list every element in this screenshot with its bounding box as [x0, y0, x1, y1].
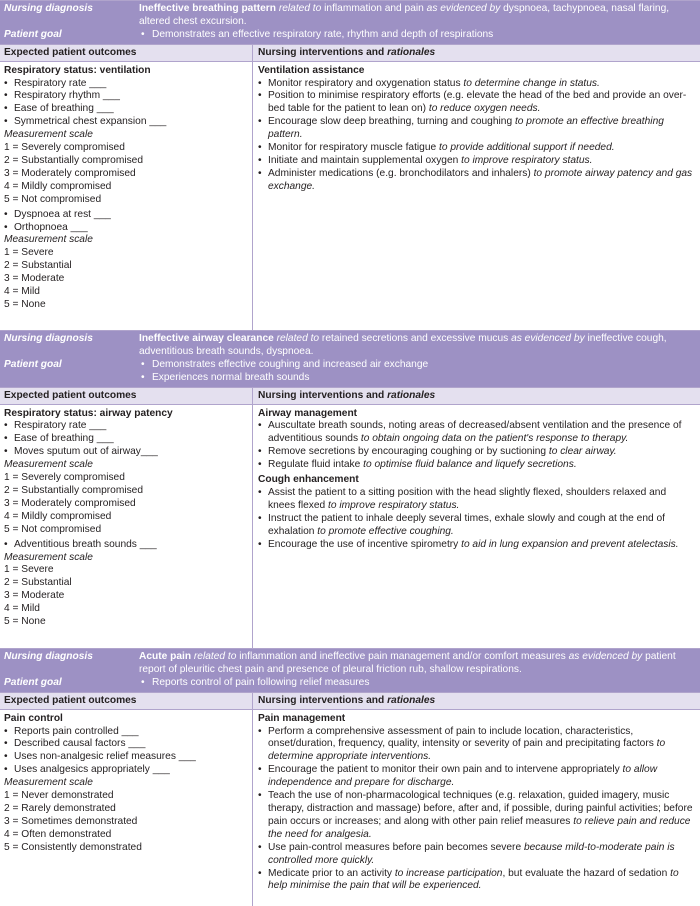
outcome-indicator — [4, 420, 248, 433]
intervention-group-title: Airway management — [258, 407, 358, 419]
intervention-item — [258, 116, 694, 142]
outcome-indicator-text: Described causal factors ___ — [14, 738, 146, 750]
intervention-rationale: to increase participation — [394, 867, 503, 879]
outcome-indicator — [4, 726, 248, 739]
outcome-indicator-text: Orthopnoea ___ — [14, 221, 88, 233]
intervention-text — [268, 726, 694, 765]
intervention-text — [268, 420, 694, 446]
nursing-diagnosis-row — [0, 1, 700, 29]
evidenced-by: as evidenced by — [565, 651, 643, 662]
patient-goal-item — [139, 372, 692, 385]
bullet-icon: • — [4, 538, 8, 550]
interventions-header — [253, 388, 700, 404]
intervention-rationale: to clear airway. — [548, 446, 617, 458]
intervention-item — [258, 155, 694, 168]
intervention-rationale: to help minimise the pain that will be experienced. — [268, 867, 679, 892]
related-to: related to — [273, 333, 320, 344]
bullet-icon: • — [258, 512, 262, 524]
intervention-item — [258, 726, 694, 765]
outcome-indicator-text: Uses non-analgesic relief measures ___ — [14, 751, 196, 763]
bullet-icon: • — [258, 725, 262, 737]
intervention-text — [268, 168, 694, 194]
measurement-scale-title: Measurement scale — [4, 777, 93, 789]
bullet-icon: • — [4, 77, 8, 89]
intervention-rationale: to provide additional support if needed. — [439, 142, 615, 154]
bullet-icon: • — [141, 28, 145, 40]
outcome-indicator — [4, 433, 248, 446]
patient-goal-row — [0, 677, 700, 692]
measurement-scale-value: 2 = Substantially compromised — [4, 484, 144, 496]
intervention-text — [268, 868, 694, 894]
intervention-rationale: to optimise fluid balance and liquefy secretions. — [363, 459, 577, 471]
diagnosis-cause: inflammation and ineffective pain management and/or comfort measures — [236, 651, 566, 662]
intervention-item — [258, 513, 694, 539]
intervention-rationale: to reduce oxygen needs. — [428, 103, 541, 115]
outcome-indicator — [4, 103, 248, 116]
intervention-rationale: to aid in lung expansion and prevent atelectasis. — [461, 538, 679, 550]
intervention-action: Perform a comprehensive assessment of pain to include location, characteristics, onset/duration, frequency, quality, intensity or severity of pain and precipitating factors — [268, 725, 657, 750]
bullet-icon: • — [258, 154, 262, 166]
outcome-indicator — [4, 539, 248, 552]
intervention-text — [268, 459, 694, 472]
rationales-label: rationales — [387, 694, 436, 706]
section-body — [0, 62, 700, 330]
intervention-action: Use pain-control measures before pain becomes severe — [268, 841, 524, 853]
expected-outcomes-header: Expected patient outcomes — [0, 45, 253, 61]
bullet-icon: • — [258, 867, 262, 879]
intervention-text — [268, 142, 694, 155]
diagnosis-band — [0, 649, 700, 692]
measurement-scale-value: 5 = None — [4, 616, 46, 628]
bullet-icon: • — [4, 738, 8, 750]
nursing-diagnosis-row — [0, 649, 700, 677]
measurement-scale-title: Measurement scale — [4, 551, 93, 563]
intervention-rationale: to improve respiratory status. — [461, 154, 593, 166]
intervention-text — [268, 78, 694, 91]
intervention-rationale: to relieve pain and reduce the need for analgesia. — [268, 815, 691, 840]
outcome-indicator-text: Symmetrical chest expansion ___ — [14, 116, 167, 128]
bullet-icon: • — [4, 208, 8, 220]
outcome-indicator-text: Adventitious breath sounds ___ — [14, 538, 157, 550]
patient-goal-item — [139, 29, 692, 42]
column-headers — [0, 387, 700, 405]
intervention-item — [258, 842, 694, 868]
diagnosis-title: Acute pain — [139, 651, 192, 662]
intervention-rationale: to determine change in status. — [463, 77, 600, 89]
related-to: related to — [276, 3, 322, 14]
measurement-scale-value: 1 = Severely compromised — [4, 472, 125, 484]
measurement-scale-value: 3 = Moderate — [4, 273, 65, 285]
bullet-icon: • — [258, 486, 262, 498]
intervention-action: Teach the use of non-pharmacological techniques (e.g. relaxation, guided imagery, music therapy, distraction and massage) before, after and, if possible, during painful activities; before pain occurs or increases; and along with other pain relief measures — [268, 790, 693, 827]
intervention-text — [268, 487, 694, 513]
bullet-icon: • — [4, 116, 8, 128]
diagnosis-evidence: ineffective cough, adventitious breath sounds, dyspnoea. — [139, 333, 667, 357]
measurement-scale-value: 2 = Rarely demonstrated — [4, 802, 116, 814]
intervention-rationale: to promote an effective breathing pattern. — [268, 116, 664, 141]
outcome-indicator — [4, 116, 248, 129]
intervention-text — [268, 90, 694, 116]
intervention-action: Encourage slow deep breathing, turning and coughing — [268, 116, 515, 128]
intervention-action: Administer medications (e.g. bronchodilators and inhalers) — [268, 167, 534, 179]
intervention-rationale: to promote effective coughing. — [317, 525, 454, 537]
bullet-icon: • — [4, 446, 8, 458]
intervention-action: Regulate fluid intake — [268, 459, 364, 471]
intervention-item — [258, 487, 694, 513]
intervention-action: , but evaluate the hazard of sedation — [502, 867, 671, 879]
outcome-indicator-text: Uses analgesics appropriately ___ — [14, 764, 170, 776]
interventions-header — [253, 45, 700, 61]
intervention-item — [258, 868, 694, 894]
interventions-label: Nursing interventions and — [258, 389, 388, 401]
bullet-icon: • — [258, 77, 262, 89]
outcome-indicator — [4, 78, 248, 91]
measurement-scale-value: 1 = Severe — [4, 247, 54, 259]
patient-goal-label: Patient goal — [4, 28, 62, 40]
measurement-scale-title: Measurement scale — [4, 129, 93, 141]
care-plan-section — [0, 1, 700, 331]
intervention-group-title: Pain management — [258, 712, 346, 724]
nursing-diagnosis-text — [139, 3, 700, 29]
bullet-icon: • — [258, 446, 262, 458]
intervention-text — [268, 790, 694, 842]
outcome-indicator — [4, 764, 248, 777]
intervention-action: Initiate and maintain supplemental oxygen — [268, 154, 462, 166]
nursing-diagnosis-label: Nursing diagnosis — [4, 3, 93, 14]
intervention-group-title: Ventilation assistance — [258, 64, 365, 76]
bullet-icon: • — [258, 538, 262, 550]
outcome-indicator-text: Ease of breathing ___ — [14, 433, 114, 445]
intervention-text — [268, 842, 694, 868]
bullet-icon: • — [4, 221, 8, 233]
outcome-indicator-text: Ease of breathing ___ — [14, 103, 114, 115]
outcome-indicator — [4, 222, 248, 235]
intervention-item — [258, 168, 694, 194]
patient-goal-item — [139, 359, 692, 372]
intervention-action: Position to minimise respiratory efforts (e.g. elevate the head of the bed and provide an over-bed table for the patient to lean on) — [268, 90, 687, 115]
interventions-label: Nursing interventions and — [258, 694, 388, 706]
intervention-action: Remove secretions by encouraging coughing or by suctioning — [268, 446, 549, 458]
intervention-item — [258, 790, 694, 842]
care-plan-section — [0, 649, 700, 906]
expected-outcomes-header: Expected patient outcomes — [0, 693, 253, 709]
intervention-text — [268, 116, 694, 142]
care-plan-section — [0, 331, 700, 649]
bullet-icon: • — [4, 764, 8, 776]
patient-goal-item — [139, 677, 692, 690]
bullet-icon: • — [258, 764, 262, 776]
section-body — [0, 710, 700, 906]
patient-goal-text: Demonstrates effective coughing and increased air exchange — [152, 358, 429, 370]
interventions-column — [253, 62, 700, 330]
outcome-indicator-text: Reports pain controlled ___ — [14, 725, 139, 737]
bullet-icon: • — [4, 103, 8, 115]
measurement-scale-value: 2 = Substantial — [4, 260, 72, 272]
bullet-icon: • — [141, 676, 145, 688]
nursing-diagnosis-label: Nursing diagnosis — [4, 333, 93, 344]
diagnosis-evidence: dyspnoea, tachypnoea, nasal flaring, altered chest excursion. — [139, 3, 670, 27]
bullet-icon: • — [4, 420, 8, 432]
measurement-scale-value: 5 = None — [4, 298, 46, 310]
patient-goal-list — [139, 29, 700, 42]
outcomes-column — [0, 62, 253, 330]
patient-goal-row — [0, 359, 700, 387]
diagnosis-cause: retained secretions and excessive mucus — [319, 333, 509, 344]
nursing-diagnosis-label: Nursing diagnosis — [4, 651, 93, 662]
evidenced-by: as evidenced by — [423, 3, 501, 14]
intervention-rationale: to promote airway patency and gas exchange. — [268, 167, 693, 192]
measurement-scale-value: 1 = Severe — [4, 564, 54, 576]
outcome-indicator — [4, 90, 248, 103]
rationales-label: rationales — [387, 46, 436, 58]
measurement-scale-value: 3 = Moderately compromised — [4, 167, 136, 179]
measurement-scale-value: 2 = Substantial — [4, 577, 72, 589]
intervention-action: Assist the patient to a sitting position with the head slightly flexed, shoulders relaxed and knees flexed — [268, 486, 667, 511]
intervention-action: Instruct the patient to inhale deeply several times, exhale slowly and cough at the end of exhalation — [268, 512, 665, 537]
intervention-rationale: because mild-to-moderate pain is controlled more quickly. — [268, 841, 675, 866]
bullet-icon: • — [258, 90, 262, 102]
intervention-action: Encourage the patient to monitor their own pain and to intervene appropriately — [268, 764, 623, 776]
measurement-scale-value: 1 = Never demonstrated — [4, 790, 114, 802]
outcome-indicator — [4, 209, 248, 222]
patient-goal-row — [0, 29, 700, 44]
outcomes-column — [0, 405, 253, 648]
intervention-action: Monitor respiratory and oxygenation status — [268, 77, 464, 89]
patient-goal-list — [139, 359, 700, 385]
outcome-title: Pain control — [4, 712, 63, 724]
intervention-item — [258, 90, 694, 116]
measurement-scale-value: 1 = Severely compromised — [4, 142, 125, 154]
bullet-icon: • — [258, 459, 262, 471]
diagnosis-band — [0, 1, 700, 44]
intervention-item — [258, 459, 694, 472]
outcome-indicator-text: Respiratory rate ___ — [14, 420, 107, 432]
bullet-icon: • — [4, 751, 8, 763]
interventions-column — [253, 405, 700, 648]
outcome-title: Respiratory status: airway patency — [4, 407, 173, 419]
measurement-scale-title: Measurement scale — [4, 234, 93, 246]
bullet-icon: • — [141, 371, 145, 383]
measurement-scale-value: 2 = Substantially compromised — [4, 154, 144, 166]
bullet-icon: • — [141, 358, 145, 370]
outcome-indicator — [4, 446, 248, 459]
intervention-text — [268, 764, 694, 790]
outcome-indicator-text: Respiratory rate ___ — [14, 77, 107, 89]
bullet-icon: • — [4, 725, 8, 737]
patient-goal-text: Demonstrates an effective respiratory rate, rhythm and depth of respirations — [152, 28, 494, 40]
bullet-icon: • — [258, 116, 262, 128]
intervention-group-title: Cough enhancement — [258, 474, 359, 486]
nursing-diagnosis-text — [139, 651, 700, 677]
interventions-column — [253, 710, 700, 906]
measurement-scale-title: Measurement scale — [4, 459, 93, 471]
intervention-item — [258, 539, 694, 552]
outcome-indicator-text: Dyspnoea at rest ___ — [14, 208, 111, 220]
diagnosis-cause: inflammation and pain — [321, 3, 424, 14]
measurement-scale-value: 4 = Mild — [4, 603, 40, 615]
diagnosis-band — [0, 331, 700, 387]
intervention-text — [268, 513, 694, 539]
measurement-scale-value: 5 = Consistently demonstrated — [4, 841, 142, 853]
nursing-diagnosis-row — [0, 331, 700, 359]
outcome-indicator-text: Respiratory rhythm ___ — [14, 90, 120, 102]
interventions-label: Nursing interventions and — [258, 46, 388, 58]
intervention-item — [258, 142, 694, 155]
intervention-text — [268, 155, 694, 168]
diagnosis-title: Ineffective airway clearance — [139, 333, 274, 344]
bullet-icon: • — [4, 433, 8, 445]
intervention-rationale: to determine appropriate interventions. — [268, 738, 666, 763]
intervention-rationale: to allow independence and prepare for discharge. — [268, 764, 658, 789]
related-to: related to — [191, 651, 237, 662]
section-body — [0, 405, 700, 648]
patient-goal-label: Patient goal — [4, 676, 62, 688]
intervention-rationale: to obtain ongoing data on the patient's response to therapy. — [360, 433, 629, 445]
intervention-text — [268, 539, 694, 552]
measurement-scale-value: 3 = Sometimes demonstrated — [4, 815, 138, 827]
bullet-icon: • — [4, 90, 8, 102]
measurement-scale-value: 5 = Not compromised — [4, 523, 102, 535]
diagnosis-evidence: patient report of pleuritic chest pain and presence of pleural friction rub, shallow respirations. — [139, 651, 676, 675]
rationales-label: rationales — [387, 389, 436, 401]
outcome-indicator — [4, 738, 248, 751]
evidenced-by: as evidenced by — [508, 333, 585, 344]
bullet-icon: • — [258, 142, 262, 154]
measurement-scale-value: 3 = Moderately compromised — [4, 497, 136, 509]
column-headers — [0, 692, 700, 710]
measurement-scale-value: 4 = Often demonstrated — [4, 828, 112, 840]
column-headers — [0, 44, 700, 62]
measurement-scale-value: 3 = Moderate — [4, 590, 65, 602]
outcome-indicator-text: Moves sputum out of airway___ — [14, 446, 158, 458]
interventions-header — [253, 693, 700, 709]
measurement-scale-value: 4 = Mildly compromised — [4, 510, 112, 522]
bullet-icon: • — [258, 167, 262, 179]
bullet-icon: • — [258, 790, 262, 802]
measurement-scale-value: 4 = Mild — [4, 286, 40, 298]
measurement-scale-value: 4 = Mildly compromised — [4, 180, 112, 192]
outcome-indicator — [4, 751, 248, 764]
intervention-action: Encourage the use of incentive spirometry — [268, 538, 462, 550]
diagnosis-title: Ineffective breathing pattern — [139, 3, 276, 14]
patient-goal-list — [139, 677, 700, 690]
intervention-item — [258, 78, 694, 91]
intervention-item — [258, 446, 694, 459]
outcomes-column — [0, 710, 253, 906]
intervention-action: Medicate prior to an activity — [268, 867, 395, 879]
patient-goal-label: Patient goal — [4, 358, 62, 370]
nursing-diagnosis-text — [139, 333, 700, 359]
patient-goal-text: Reports control of pain following relief measures — [152, 676, 370, 688]
bullet-icon: • — [258, 841, 262, 853]
intervention-item — [258, 764, 694, 790]
patient-goal-text: Experiences normal breath sounds — [152, 371, 310, 383]
measurement-scale-value: 5 = Not compromised — [4, 193, 102, 205]
bullet-icon: • — [258, 420, 262, 432]
intervention-action: Monitor for respiratory muscle fatigue — [268, 142, 439, 154]
intervention-text — [268, 446, 694, 459]
intervention-rationale: to improve respiratory status. — [328, 499, 460, 511]
intervention-action: Auscultate breath sounds, noting areas of decreased/absent ventilation and the presence of adventitious sounds — [268, 420, 682, 445]
intervention-item — [258, 420, 694, 446]
expected-outcomes-header: Expected patient outcomes — [0, 388, 253, 404]
outcome-title: Respiratory status: ventilation — [4, 64, 151, 76]
